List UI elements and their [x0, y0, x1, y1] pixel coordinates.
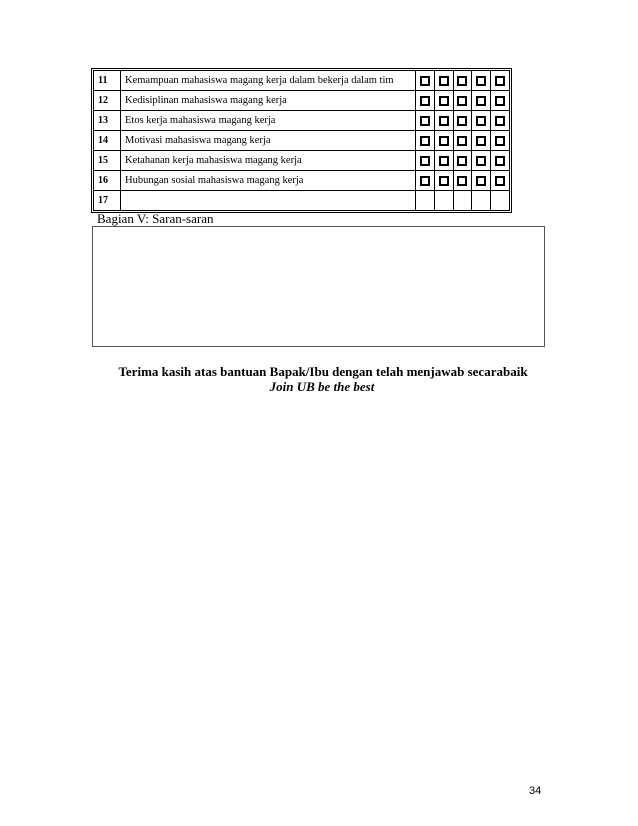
table-row — [94, 91, 510, 111]
row-number: 13 — [94, 111, 121, 131]
table-row — [94, 191, 510, 211]
checkbox-icon[interactable] — [420, 76, 430, 86]
rating-cell — [416, 151, 435, 171]
rating-cell — [453, 191, 472, 211]
rating-cell — [453, 171, 472, 191]
checkbox-icon[interactable] — [420, 96, 430, 106]
row-statement: Etos kerja mahasiswa magang kerja — [121, 111, 416, 131]
checkbox-icon[interactable] — [476, 156, 486, 166]
checkbox-icon[interactable] — [457, 156, 467, 166]
page-number: 34 — [529, 785, 542, 797]
checkbox-icon[interactable] — [439, 156, 449, 166]
checkbox-icon[interactable] — [476, 136, 486, 146]
rating-cell — [453, 151, 472, 171]
table-row — [94, 151, 510, 171]
checkbox-icon[interactable] — [457, 76, 467, 86]
rating-cell — [416, 71, 435, 91]
rating-cell — [453, 91, 472, 111]
checkbox-icon[interactable] — [420, 156, 430, 166]
row-statement: Motivasi mahasiswa magang kerja — [121, 131, 416, 151]
checkbox-icon[interactable] — [495, 136, 505, 146]
row-number: 17 — [94, 191, 121, 211]
checkbox-icon[interactable] — [476, 96, 486, 106]
checkbox-icon[interactable] — [495, 116, 505, 126]
rating-cell — [472, 71, 491, 91]
checkbox-icon[interactable] — [439, 76, 449, 86]
checkbox-icon[interactable] — [495, 76, 505, 86]
row-statement: Hubungan sosial mahasiswa magang kerja — [121, 171, 416, 191]
rating-cell — [416, 91, 435, 111]
rating-cell — [434, 91, 453, 111]
rating-cell — [453, 111, 472, 131]
rating-cell — [491, 71, 510, 91]
row-number: 14 — [94, 131, 121, 151]
rating-cell — [434, 131, 453, 151]
checkbox-icon[interactable] — [439, 96, 449, 106]
checkbox-icon[interactable] — [457, 136, 467, 146]
checkbox-icon[interactable] — [439, 116, 449, 126]
rating-cell — [434, 111, 453, 131]
rating-cell — [434, 71, 453, 91]
rating-cell — [472, 151, 491, 171]
rating-cell — [491, 191, 510, 211]
checkbox-icon[interactable] — [457, 96, 467, 106]
rating-cell — [472, 171, 491, 191]
rating-cell — [416, 111, 435, 131]
rating-cell — [416, 171, 435, 191]
questionnaire-table — [91, 68, 512, 213]
checkbox-icon[interactable] — [420, 116, 430, 126]
table-row — [94, 111, 510, 131]
checkbox-icon[interactable] — [420, 136, 430, 146]
checkbox-icon[interactable] — [476, 116, 486, 126]
rating-cell — [434, 191, 453, 211]
closing-message — [0, 364, 638, 394]
table-row — [94, 131, 510, 151]
table-row — [94, 71, 510, 91]
section-title: Bagian V: Saran-saran — [97, 211, 214, 226]
table-row — [94, 171, 510, 191]
rating-cell — [472, 111, 491, 131]
row-number: 15 — [94, 151, 121, 171]
rating-cell — [434, 151, 453, 171]
rating-cell — [491, 111, 510, 131]
checkbox-icon[interactable] — [476, 76, 486, 86]
rating-cell — [472, 191, 491, 211]
rating-cell — [491, 151, 510, 171]
rating-cell — [434, 171, 453, 191]
checkbox-icon[interactable] — [439, 176, 449, 186]
row-statement: Ketahanan kerja mahasiswa magang kerja — [121, 151, 416, 171]
checkbox-icon[interactable] — [439, 136, 449, 146]
checkbox-icon[interactable] — [457, 176, 467, 186]
checkbox-icon[interactable] — [420, 176, 430, 186]
row-statement: Kemampuan mahasiswa magang kerja dalam bekerja dalam tim — [121, 71, 416, 91]
rating-cell — [472, 131, 491, 151]
row-number: 12 — [94, 91, 121, 111]
checkbox-icon[interactable] — [457, 116, 467, 126]
closing-line-2: Join UB be the best — [269, 379, 375, 394]
checkbox-icon[interactable] — [476, 176, 486, 186]
row-number: 11 — [94, 71, 121, 91]
rating-cell — [453, 131, 472, 151]
rating-cell — [491, 171, 510, 191]
rating-cell — [491, 131, 510, 151]
row-statement — [121, 191, 416, 211]
checkbox-icon[interactable] — [495, 96, 505, 106]
suggestions-box[interactable] — [92, 226, 545, 347]
closing-line-1: Terima kasih atas bantuan Bapak/Ibu dengan telah menjawab secarabaik — [118, 364, 528, 379]
rating-cell — [416, 191, 435, 211]
rating-cell — [416, 131, 435, 151]
rating-cell — [491, 91, 510, 111]
checkbox-icon[interactable] — [495, 156, 505, 166]
rating-cell — [453, 71, 472, 91]
row-statement: Kedisiplinan mahasiswa magang kerja — [121, 91, 416, 111]
rating-cell — [472, 91, 491, 111]
row-number: 16 — [94, 171, 121, 191]
checkbox-icon[interactable] — [495, 176, 505, 186]
